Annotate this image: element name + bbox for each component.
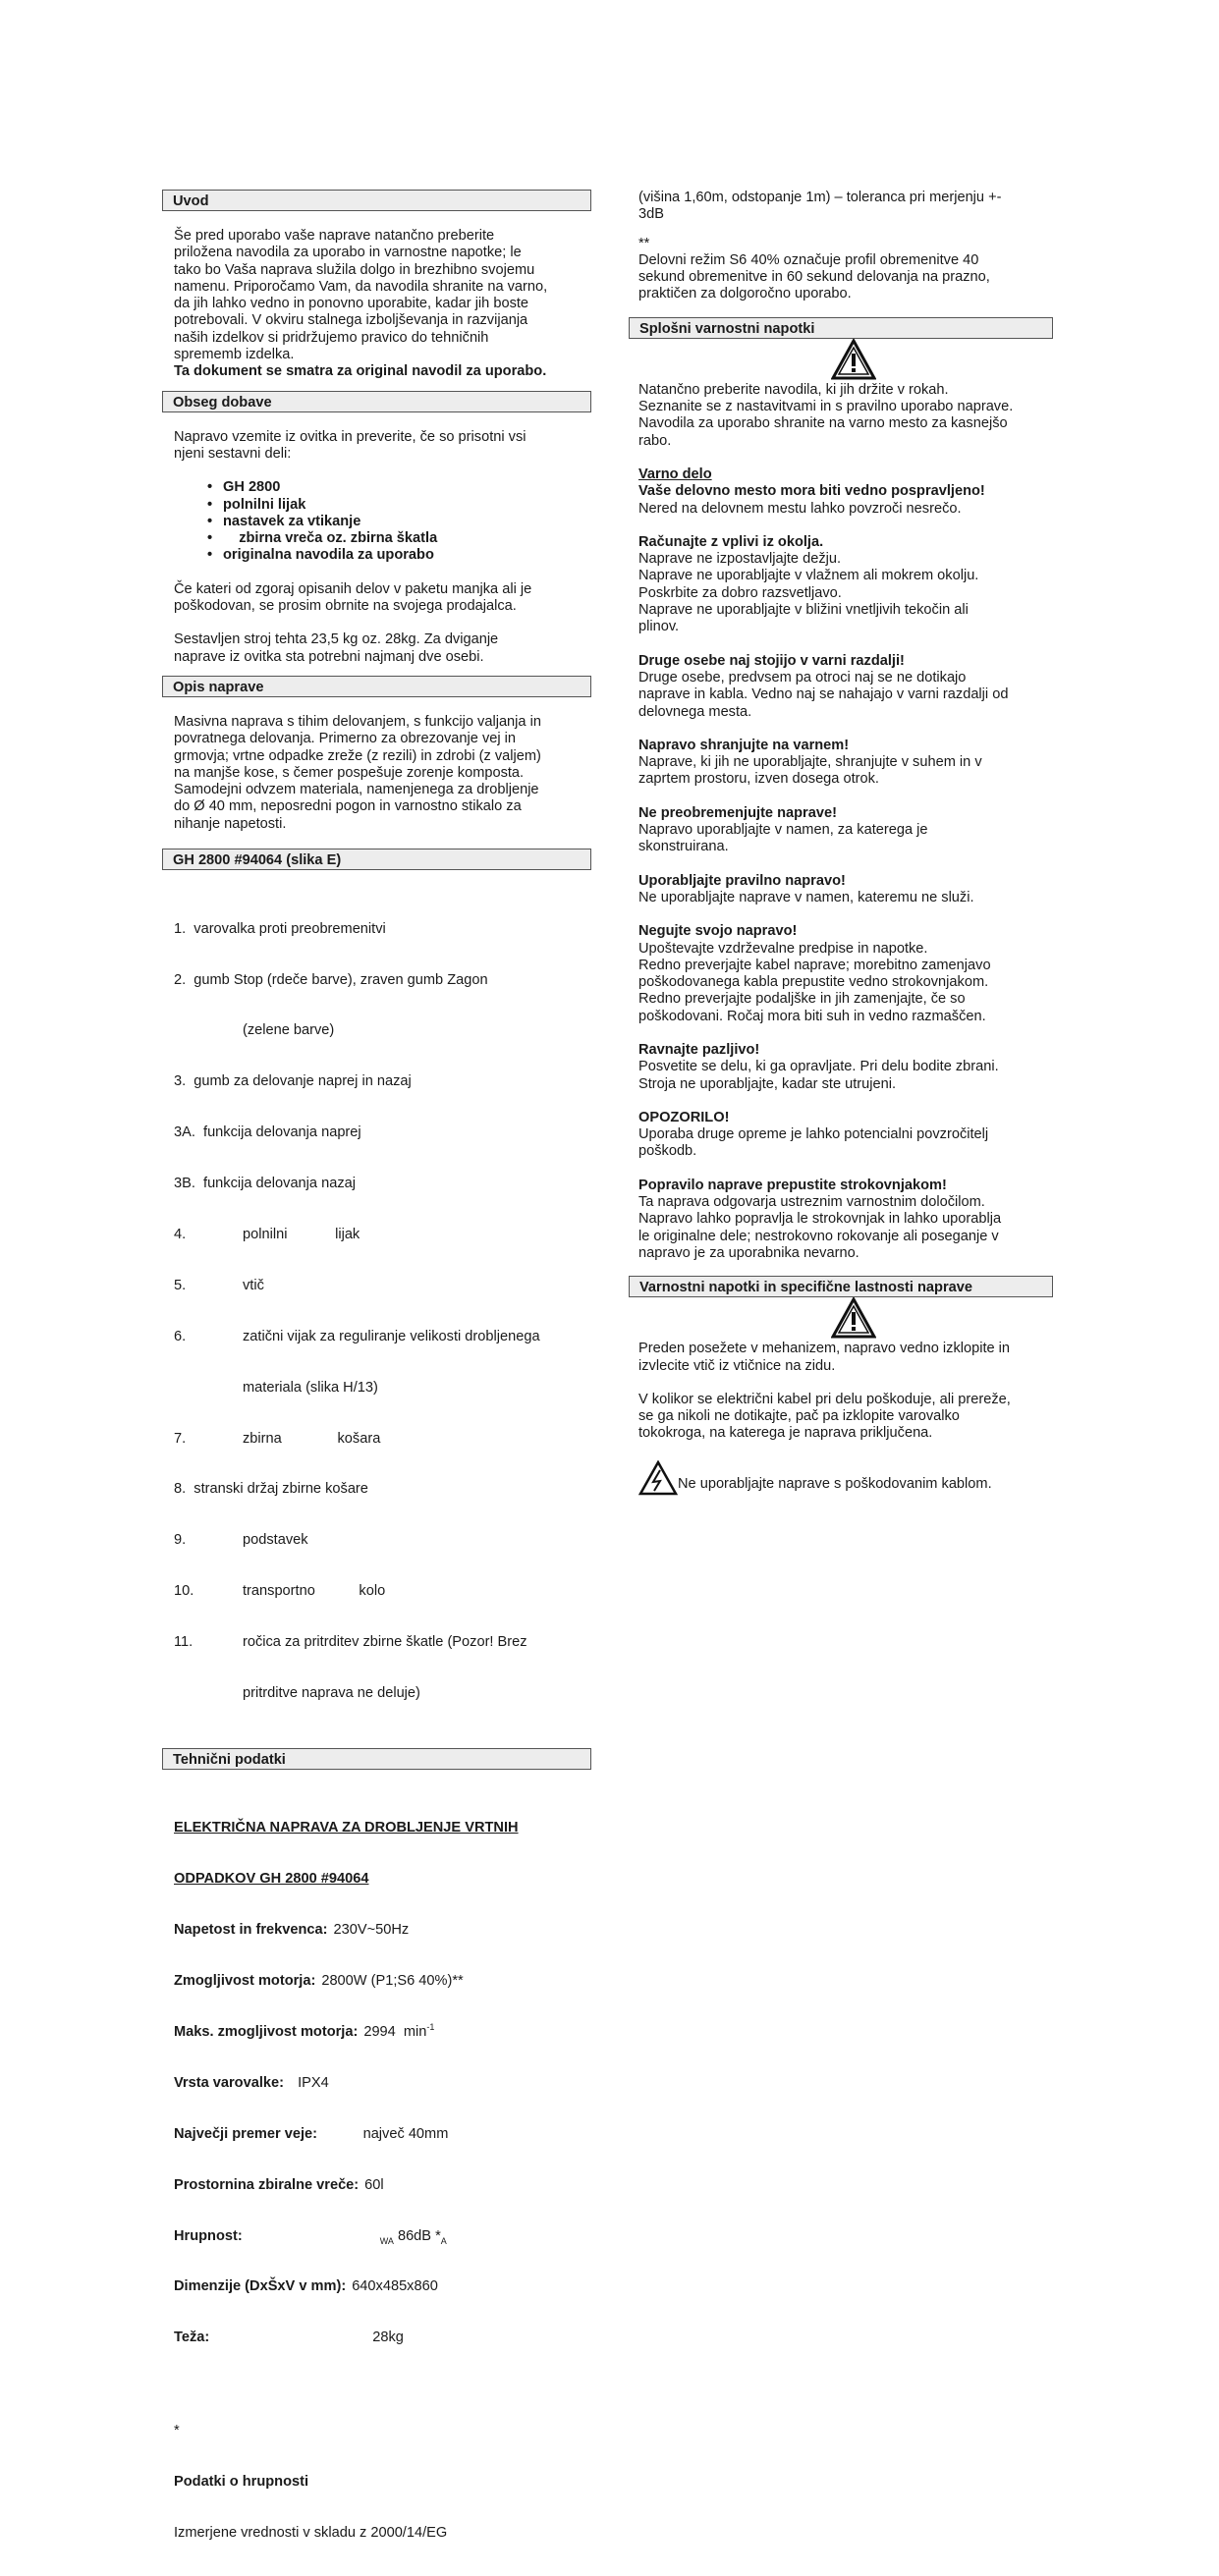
text-line: Naprave ne uporabljajte v vlažnem ali mokrem okolju. [638, 568, 979, 584]
text-line: Napravo lahko popravlja le strokovnjak in lahko uporablja [638, 1211, 1002, 1228]
text-line: sprememb izdelka. [174, 347, 295, 363]
continued-text [638, 190, 1068, 303]
text-line: povratnega delovanja. Primerno za obrezovanje vej in [174, 731, 517, 747]
warning-triangle-icon [831, 1297, 876, 1339]
subheading: Vaše delovno mesto mora biti vedno pospravljeno! [638, 483, 985, 500]
text-line: Navodila za uporabo shranite na varno mesto za kasnejšo [638, 415, 1008, 432]
list-item: 3B. funkcija delovanja nazaj [174, 1176, 356, 1192]
list-item: (zelene barve) [243, 1022, 335, 1039]
original-notice: Ta dokument se smatra za original navodil za uporabo. [174, 363, 547, 380]
list-item: 3. gumb za delovanje naprej in nazaj [174, 1073, 412, 1090]
text-line: delovnega mesta. [638, 703, 752, 720]
list-item: 5. vtič [174, 1277, 264, 1293]
text-line: Redno preverjajte kabel naprave; morebitno zamenjavo [638, 957, 991, 973]
subheading: Uporabljajte pravilno napravo! [638, 872, 846, 889]
text-line: poškodovani. Ročaj mora biti suh in vedno razmaščen. [638, 1008, 986, 1024]
text-line: Redno preverjajte podaljške in jih zamenjajte, če so [638, 991, 966, 1008]
footnote-mark: ** [638, 235, 650, 251]
section-header-splosni: Splošni varnostni napotki [629, 317, 1053, 339]
warning-triangle-icon [831, 339, 876, 380]
spec-row: Napetost in frekvenca: 230V~50Hz [174, 1922, 410, 1939]
text-line: Masivna naprava s tihim delovanjem, s funkcijo valjanja in [174, 713, 541, 730]
subheading: Druge osebe naj stojijo v varni razdalji! [638, 652, 905, 669]
text-line: Nered na delovnem mestu lahko povzroči nesrečo. [638, 500, 962, 517]
list-item: 6. zatični vijak za reguliranje velikosti drobljenega [174, 1328, 540, 1344]
text-line: le originalne dele; nestrokovno rokovanje ali poseganje v [638, 1228, 999, 1244]
obseg-text [162, 429, 591, 464]
text-line: tokokroga, na katerega je naprava priključena. [638, 1425, 933, 1442]
list-item: • originalna navodila za uporabo [223, 547, 591, 564]
text-line: se ga nikoli ne dotikajte, pač pa izklopite varovalko [638, 1408, 960, 1425]
text-line: Če kateri od zgoraj opisanih delov v paketu manjka ali je [174, 580, 532, 597]
noise-title: Podatki o hrupnosti [174, 2473, 309, 2490]
section-header-gh: GH 2800 #94064 (slika E) [162, 849, 591, 870]
text-line: napravo je za uporabnika nevarno. [638, 1244, 859, 1261]
section-header-obseg: Obseg dobave [162, 391, 591, 412]
list-item: materiala (slika H/13) [243, 1379, 378, 1396]
text-line: plinov. [638, 619, 680, 635]
text-line: Napravo uporabljajte v namen, za katerega je [638, 822, 928, 839]
list-item: • polnilni lijak [223, 497, 591, 514]
specs-block [162, 1786, 591, 2576]
subheading: Ne preobremenjujte naprave! [638, 804, 837, 821]
text-line: nihanje napetosti. [174, 815, 287, 832]
list-item: 1. varovalka proti preobremenitvi [174, 920, 386, 937]
spec-row: Prostornina zbiralne vreče: 60l [174, 2176, 384, 2193]
list-item: pritrditve naprava ne deluje) [243, 1684, 420, 1701]
text-line: naprave in kabla. Vedno naj se nahajajo v varni razdalji od [638, 686, 1009, 703]
list-item: 10. transportno kolo [174, 1583, 386, 1600]
text-line: poškodb. [638, 1143, 697, 1160]
list-item: 3A. funkcija delovanja naprej [174, 1124, 361, 1141]
text-line: da jih lahko vedno in ponovno uporabite, kadar jih boste [174, 296, 529, 312]
right-column [638, 190, 1068, 1496]
opis-text [162, 714, 591, 833]
text-line: Naprave, ki jih ne uporabljajte, shranjujte v suhem in v [638, 754, 982, 771]
spec-row: Hrupnost: $_{WA}$ 86dB $*_A$ [174, 2227, 447, 2246]
specificne-text [638, 1341, 1068, 1495]
text-line: Ne uporabljajte naprave s poškodovanim kablom. [678, 1476, 992, 1493]
spec-title: ODPADKOV GH 2800 #94064 [174, 1871, 369, 1888]
text-line: Napravo vzemite iz ovitka in preverite, če so prisotni vsi [174, 428, 526, 445]
text-line: Poskrbite za dobro razsvetljavo. [638, 584, 842, 601]
text-line: Uporaba druge opreme je lahko potencialni povzročitelj [638, 1126, 989, 1143]
list-item: 7. zbirna košara [174, 1430, 381, 1447]
text-line: Še pred uporabo vaše naprave natančno preberite [174, 228, 495, 244]
list-item: 11. ročica za pritrditev zbirne škatle (Pozor! Brez [174, 1634, 527, 1651]
cable-warning [638, 1460, 1068, 1496]
list-item: • GH 2800 [223, 479, 591, 496]
text-line: Natančno preberite navodila, ki jih držite v rokah. [638, 381, 949, 398]
text-line: zaprtem prostoru, izven dosega otrok. [638, 771, 879, 788]
noise-line: Izmerjene vrednosti v skladu z 2000/14/EG [174, 2524, 448, 2541]
text-line: Seznanite se z nastavitvami in s pravilno uporabo naprave. [638, 399, 1014, 415]
list-item: 2. gumb Stop (rdeče barve), zraven gumb Zagon [174, 971, 488, 988]
list-item: • zbirna vreča oz. zbirna škatla [223, 530, 591, 547]
list-item: 4. polnilni lijak [174, 1226, 360, 1242]
text-line: praktičen za dolgoročno uporabo. [638, 286, 852, 302]
subheading: Računajte z vplivi iz okolja. [638, 533, 824, 550]
text-line: tako bo Vaša naprava služila dolgo in brezhibno svojemu [174, 261, 535, 278]
missing-text [162, 581, 591, 666]
warning-sign [638, 339, 1068, 382]
text-line: Naprave ne izpostavljajte dežju. [638, 551, 842, 568]
subheading: OPOZORILO! [638, 1109, 730, 1125]
subheading: Negujte svojo napravo! [638, 923, 798, 940]
section-header-opis: Opis naprave [162, 676, 591, 697]
text-line: Upoštevajte vzdrževalne predpise in napotke. [638, 940, 928, 957]
warning-sign [638, 1297, 1068, 1341]
text-line: naprave iz ovitka sta potrebni najmanj dve osebi. [174, 648, 484, 665]
subheading: Napravo shranjujte na varnem! [638, 737, 850, 753]
spec-row: Dimenzije (DxŠxV v mm): 640x485x860 [174, 2278, 438, 2295]
text-line: izvlecite vtič iz vtičnice na zidu. [638, 1357, 836, 1374]
list-item: 8. stranski držaj zbirne košare [174, 1481, 368, 1498]
splosni-text [638, 382, 1068, 1262]
list-item: 9. podstavek [174, 1532, 308, 1549]
text-line: Ne uporabljajte naprave v namen, kateremu ne služi. [638, 889, 974, 905]
text-line: skonstruirana. [638, 839, 729, 855]
text-line: grmovja; vrtne odpadke zreže (z rezili) in zdrobi (z valjem) [174, 747, 541, 764]
section-header-specificne: Varnostni napotki in specifične lastnosti naprave [629, 1276, 1053, 1297]
text-line: sekund obremenitve in 60 sekund delovanja na prazno, [638, 269, 990, 286]
text-line: Sestavljen stroj tehta 23,5 kg oz. 28kg. Za dviganje [174, 631, 499, 648]
subheading: Popravilo naprave prepustite strokovnjakom! [638, 1177, 947, 1193]
text-line: Druge osebe, predvsem pa otroci naj se ne dotikajo [638, 669, 967, 685]
text-line: priložena navodila za uporabo in varnostne napotke; le [174, 245, 522, 261]
spec-title: ELEKTRIČNA NAPRAVA ZA DROBLJENJE VRTNIH [174, 1820, 519, 1836]
text-line: Ta naprava odgovarja ustreznim varnostnim določilom. [638, 1194, 985, 1211]
list-item: • nastavek za vtikanje [223, 514, 591, 530]
text-line: poškodovan, se prosim obrnite na svojega prodajalca. [174, 598, 517, 615]
text-line: Preden posežete v mehanizem, napravo vedno izklopite in [638, 1341, 1011, 1357]
spec-row: Teža: 28kg [174, 2329, 404, 2346]
text-line: rabo. [638, 432, 672, 449]
spec-row: Zmogljivost motorja: 2800W (P1;S6 40%)** [174, 1973, 464, 1990]
section-header-uvod: Uvod [162, 190, 591, 211]
subheading: Ravnajte pazljivo! [638, 1041, 760, 1058]
text-line: Posvetite se delu, ki ga opravljate. Pri delu bodite zbrani. [638, 1059, 999, 1075]
text-line: namenu. Priporočamo Vam, da navodila shranite na varno, [174, 278, 548, 295]
text-line: naših izdelkov si pridržujemo pravico do tehničnih [174, 329, 489, 346]
text-line: V kolikor se električni kabel pri delu poškoduje, ali prereže, [638, 1391, 1011, 1407]
text-line: njeni sestavni deli: [174, 445, 292, 462]
uvod-text [162, 228, 591, 381]
text-line: Stroja ne uporabljajte, kadar ste utrujeni. [638, 1075, 897, 1092]
text-line: 3dB [638, 206, 664, 223]
electric-hazard-icon [638, 1460, 678, 1496]
left-column [162, 190, 591, 2576]
footnote-mark: * [174, 2422, 180, 2439]
text-line: (višina 1,60m, odstopanje 1m) – toleranca pri merjenju +- [638, 190, 1002, 205]
spec-row: Vrsta varovalke: IPX4 [174, 2074, 329, 2091]
subheading: Varno delo [638, 466, 712, 482]
delivery-list [162, 479, 591, 564]
text-line: poškodovanega kabla prepustite vedno strokovnjakom. [638, 974, 989, 991]
text-line: na manjše kose, s čemer pospešuje zorenje komposta. [174, 764, 525, 781]
section-header-teh: Tehnični podatki [162, 1748, 591, 1770]
spec-row: Največji premer veje: največ 40mm [174, 2125, 449, 2142]
text-line: Samodejni odvzem materiala, namenjenega za drobljenje [174, 782, 539, 798]
spec-row: Maks. zmogljivost motorja: 2994 $\min^{-1}$ [174, 2022, 435, 2041]
text-line: Delovni režim S6 40% označuje profil obremenitve 40 [638, 251, 979, 268]
parts-list [162, 887, 591, 1736]
text-line: do Ø 40 mm, neposredni pogon in varnostno stikalo za [174, 798, 522, 815]
text-line: Naprave ne uporabljajte v bližini vnetljivih tekočin ali [638, 602, 969, 619]
text-line: potrebovali. V okviru stalnega izboljševanja in razvijanja [174, 312, 528, 329]
